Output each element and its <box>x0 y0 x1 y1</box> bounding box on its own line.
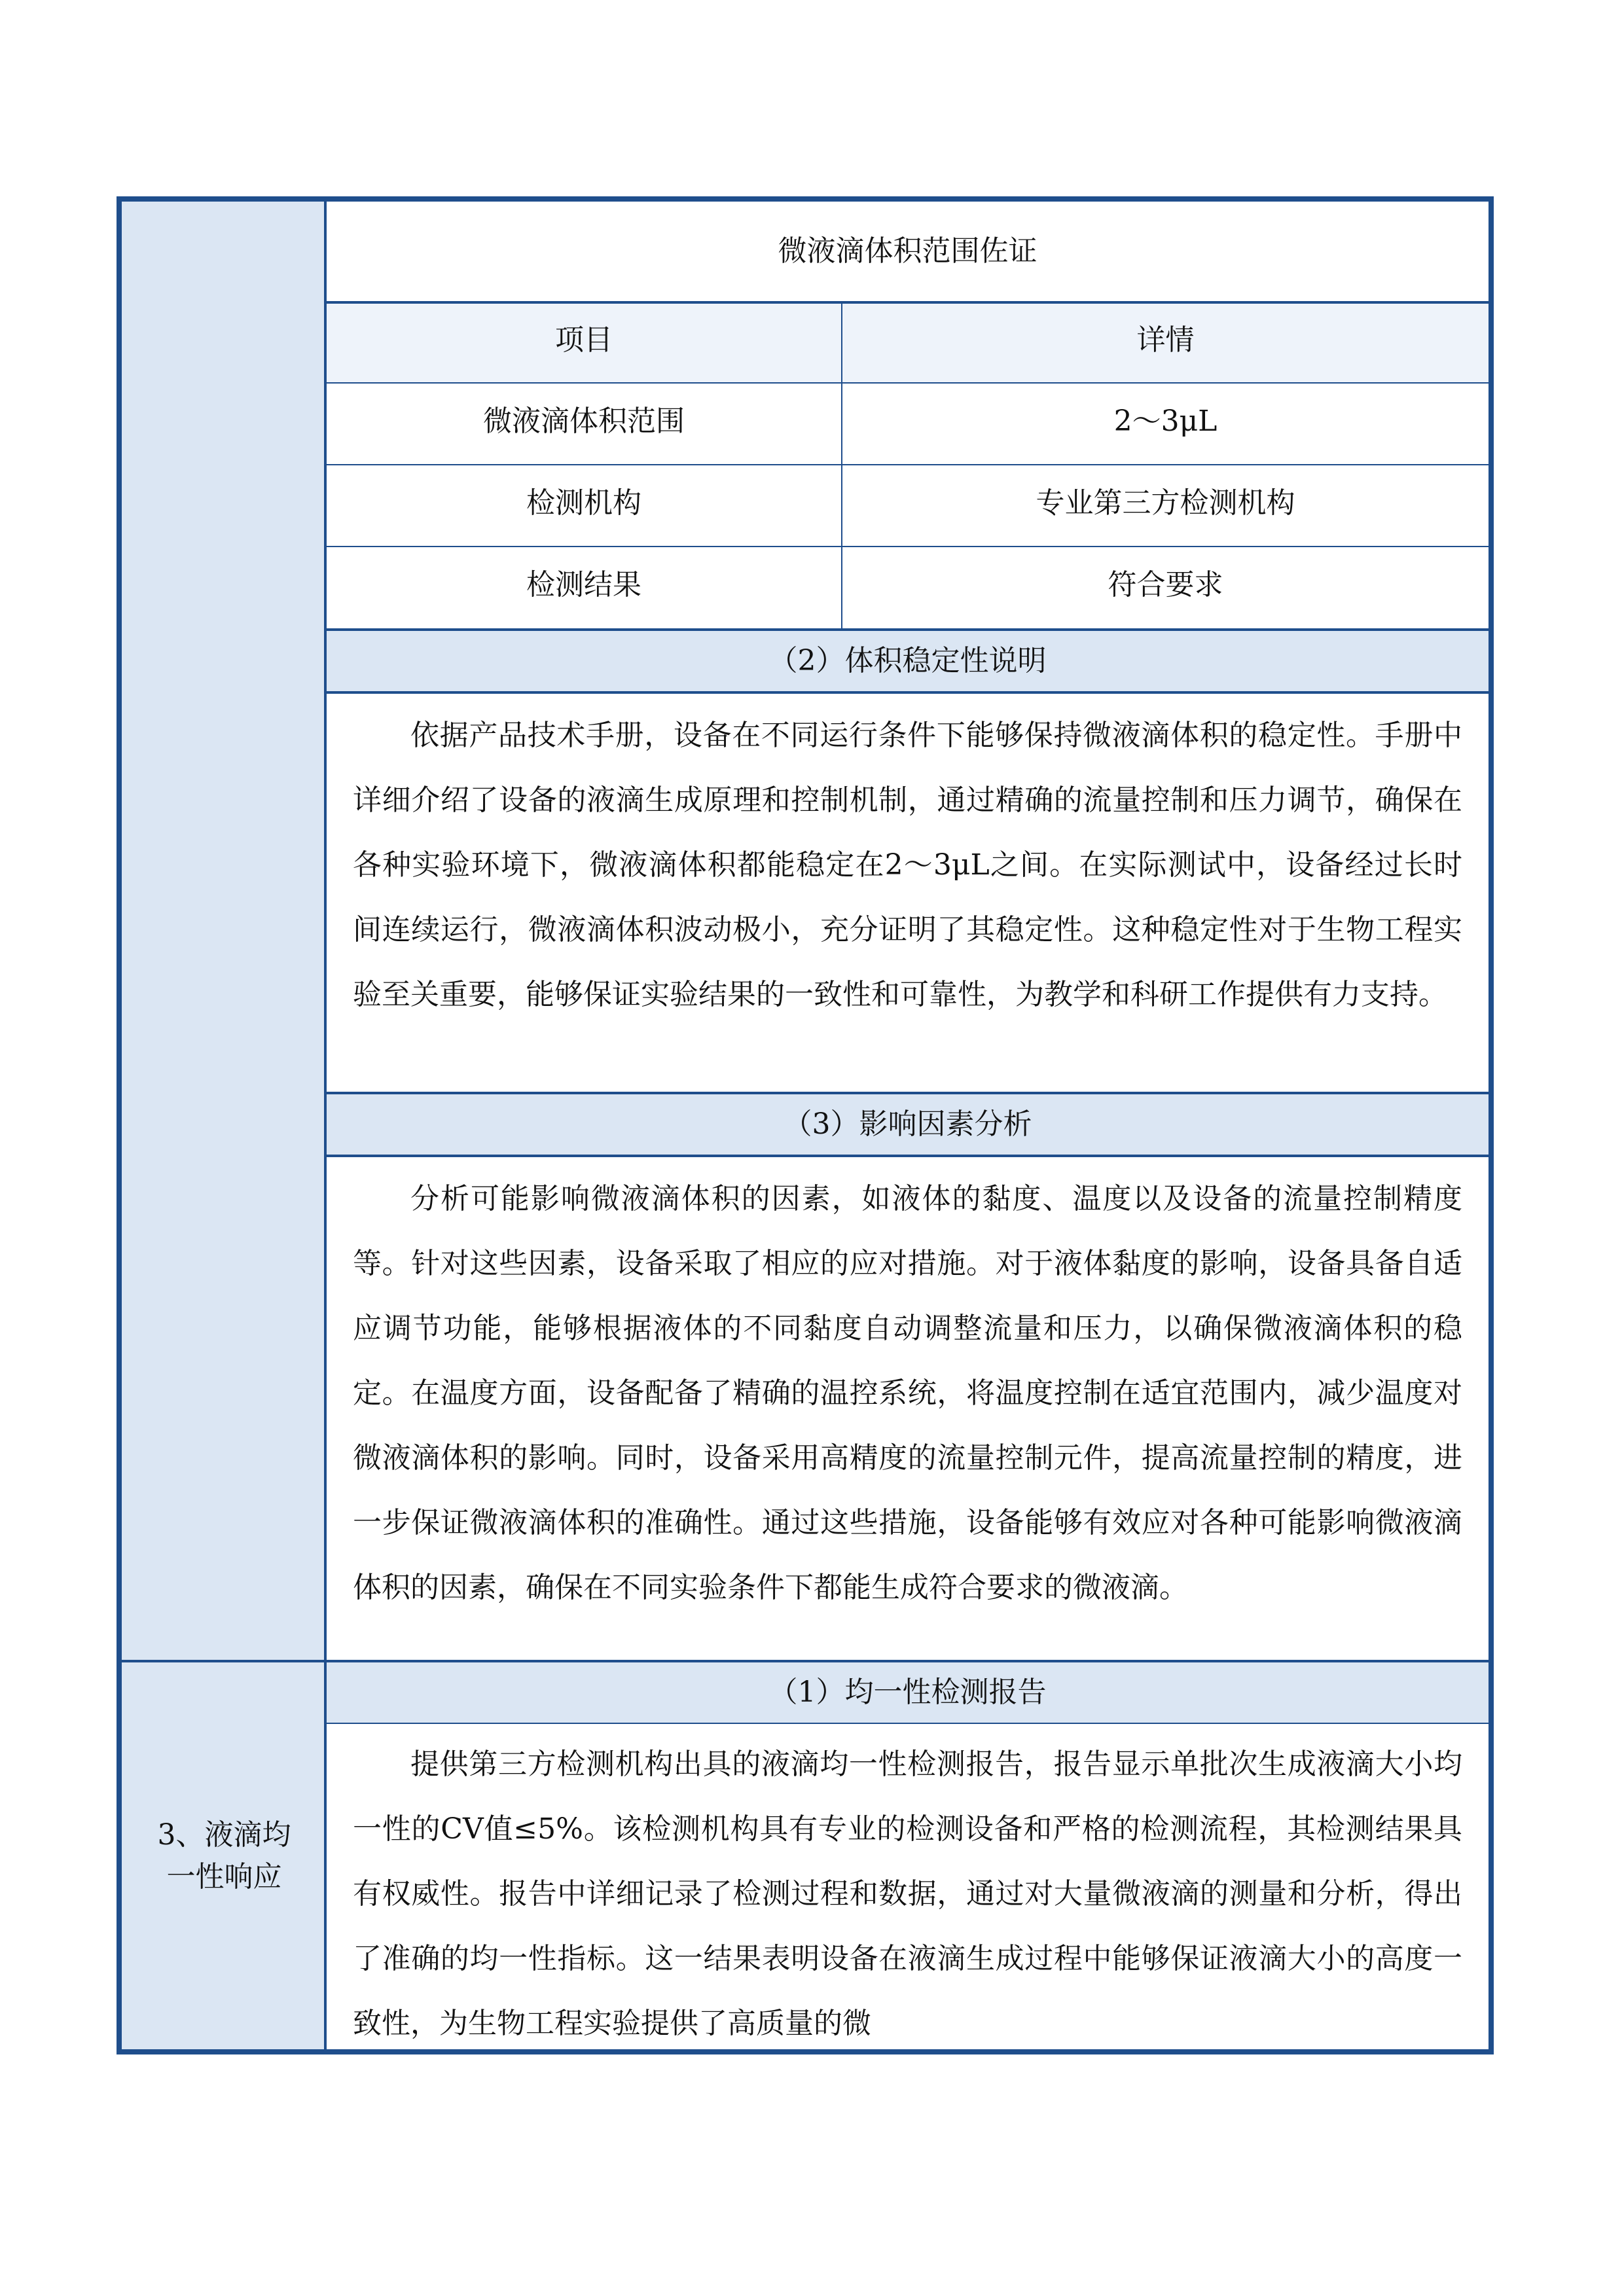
left-column-divider <box>122 1660 327 1662</box>
table-row <box>327 465 1489 546</box>
evidence-table-header-row <box>327 304 1489 382</box>
table-row <box>327 547 1489 628</box>
section-2-heading: （2）体积稳定性说明 <box>327 631 1489 691</box>
header-item: 项目 <box>555 323 613 357</box>
row-detail: 2～3μL <box>1113 404 1218 438</box>
header-detail: 详情 <box>1136 323 1195 357</box>
row-item: 检测机构 <box>526 486 641 520</box>
row-item: 微液滴体积范围 <box>483 404 685 438</box>
row-detail: 专业第三方检测机构 <box>1036 486 1295 520</box>
section-3-heading: （3）影响因素分析 <box>327 1094 1489 1155</box>
row-detail: 符合要求 <box>1108 568 1223 601</box>
uniformity-body: 提供第三方检测机构出具的液滴均一性检测报告，报告显示单批次生成液滴大小均一性的CV值≤5%。该检测机构具有专业的检测设备和严格的检测流程，其检测结果具有权威性。报告中详细记录了检测过程和数据，通过对大量微液滴的测量和分析，得出了准确的均一性指标。这一结果表明设备在液滴生成过程中能够保证液滴大小的高度一致性，为生物工程实验提供了高质量的微 <box>353 1748 1462 2040</box>
section-label-line2: 一性响应 <box>166 1860 282 1893</box>
row-item: 检测结果 <box>526 568 641 601</box>
uniformity-heading: （1）均一性检测报告 <box>327 1662 1489 1723</box>
section-label <box>122 1814 327 1898</box>
evidence-table-title: 微液滴体积范围佐证 <box>778 234 1038 268</box>
section-label-line1: 3、液滴均 <box>157 1818 291 1852</box>
table-row <box>327 384 1489 464</box>
column-divider <box>841 304 842 628</box>
section-2-body: 依据产品技术手册，设备在不同运行条件下能够保持微液滴体积的稳定性。手册中详细介绍了设备的液滴生成原理和控制机制，通过精确的流量控制和压力调节，确保在各种实验环境下，微液滴体积都能稳定在2～3μL之间。在实际测试中，设备经过长时间连续运行，微液滴体积波动极小，充分证明了其稳定性。这种稳定性对于生物工程实验至关重要，能够保证实验结果的一致性和可靠性，为教学和科研工作提供有力支持。 <box>353 719 1462 1011</box>
section-3-body: 分析可能影响微液滴体积的因素，如液体的黏度、温度以及设备的流量控制精度等。针对这些因素，设备采取了相应的应对措施。对于液体黏度的影响，设备具备自适应调节功能，能够根据液体的不同黏度自动调整流量和压力，以确保微液滴体积的稳定。在温度方面，设备配备了精确的温控系统，将温度控制在适宜范围内，减少温度对微液滴体积的影响。同时，设备采用高精度的流量控制元件，提高流量控制的精度，进一步保证微液滴体积的准确性。通过这些措施，设备能够有效应对各种可能影响微液滴体积的因素，确保在不同实验条件下都能生成符合要求的微液滴。 <box>353 1182 1462 1604</box>
left-label-column <box>122 202 327 2049</box>
content-table <box>117 196 1494 2054</box>
